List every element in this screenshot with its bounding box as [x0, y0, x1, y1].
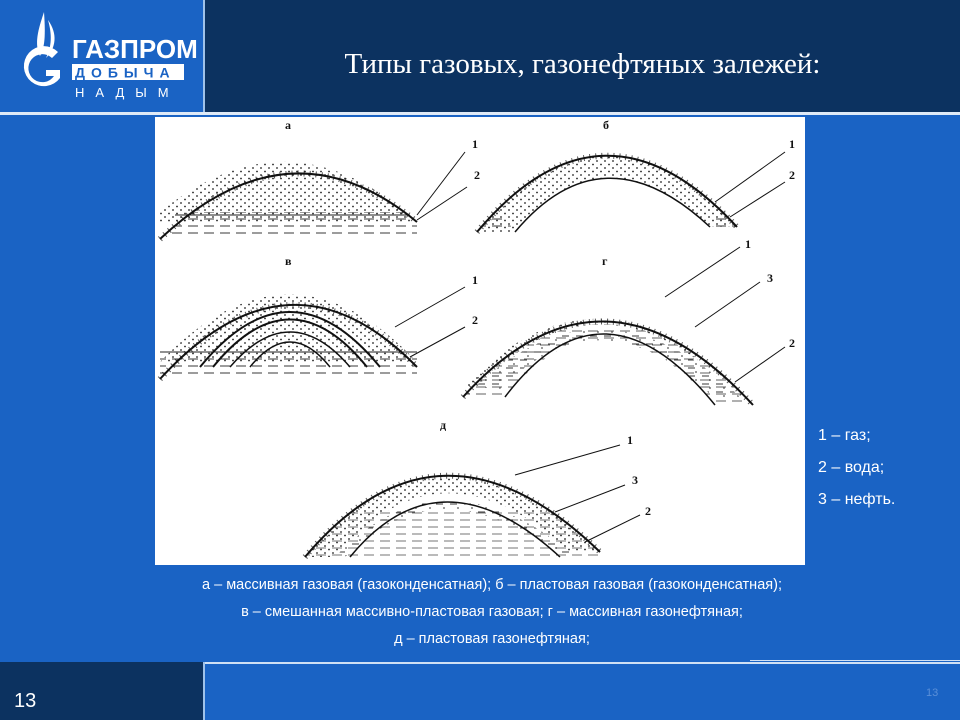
legend-item-oil: 3 – нефть. — [818, 491, 896, 508]
panel-a-letter: а — [285, 118, 291, 132]
figure-caption — [112, 572, 872, 653]
panel-g-letter: г — [602, 254, 608, 268]
deposit-types-figure — [155, 117, 805, 565]
footer-separator — [203, 662, 205, 720]
panel-b-letter: б — [603, 118, 609, 132]
legend-item-gas: 1 – газ; — [818, 427, 871, 444]
logo-panel — [0, 0, 203, 112]
panel-a-label-2: 2 — [474, 168, 480, 182]
panel-d-letter: д — [440, 418, 447, 432]
panel-d — [305, 418, 651, 557]
caption-line-3: д – пластовая газонефтяная; — [394, 631, 590, 647]
deposit-diagrams — [155, 117, 805, 565]
panel-g-label-1: 1 — [745, 237, 751, 251]
panel-v-letter: в — [285, 254, 292, 268]
footer-accent-line — [750, 660, 960, 661]
panel-g-label-2: 2 — [789, 336, 795, 350]
caption-line-1: а – массивная газовая (газоконденсатная); б – пластовая газовая (газоконденсатная); — [202, 577, 782, 593]
gazprom-logo — [0, 0, 203, 112]
panel-b-label-2: 2 — [789, 168, 795, 182]
title-divider — [0, 112, 960, 115]
panel-g — [463, 237, 795, 405]
logo-text-nadym: НАДЫМ — [75, 85, 180, 100]
logo-text-dobycha: ДОБЫЧА — [75, 64, 176, 81]
legend-item-water: 2 – вода; — [818, 459, 885, 476]
panel-d-label-3: 3 — [632, 473, 638, 487]
logo-text-gazprom: ГАЗПРОМ — [72, 34, 198, 64]
slide-title: Типы газовых, газонефтяных залежей: — [344, 48, 821, 80]
slide-number: 13 — [14, 690, 37, 712]
panel-b-label-1: 1 — [789, 137, 795, 151]
panel-a — [160, 118, 480, 242]
panel-v-label-2: 2 — [472, 313, 478, 327]
legend — [818, 420, 895, 516]
panel-b — [477, 118, 795, 232]
slide-number-ghost: 13 — [926, 687, 939, 699]
panel-d-label-2: 2 — [645, 504, 651, 518]
footer-divider — [205, 662, 960, 664]
panel-v — [160, 254, 478, 379]
caption-line-2: в – смешанная массивно-пластовая газовая; г – массивная газонефтяная; — [241, 604, 743, 620]
panel-d-label-1: 1 — [627, 433, 633, 447]
panel-v-label-1: 1 — [472, 273, 478, 287]
panel-a-label-1: 1 — [472, 137, 478, 151]
panel-g-label-3: 3 — [767, 271, 773, 285]
